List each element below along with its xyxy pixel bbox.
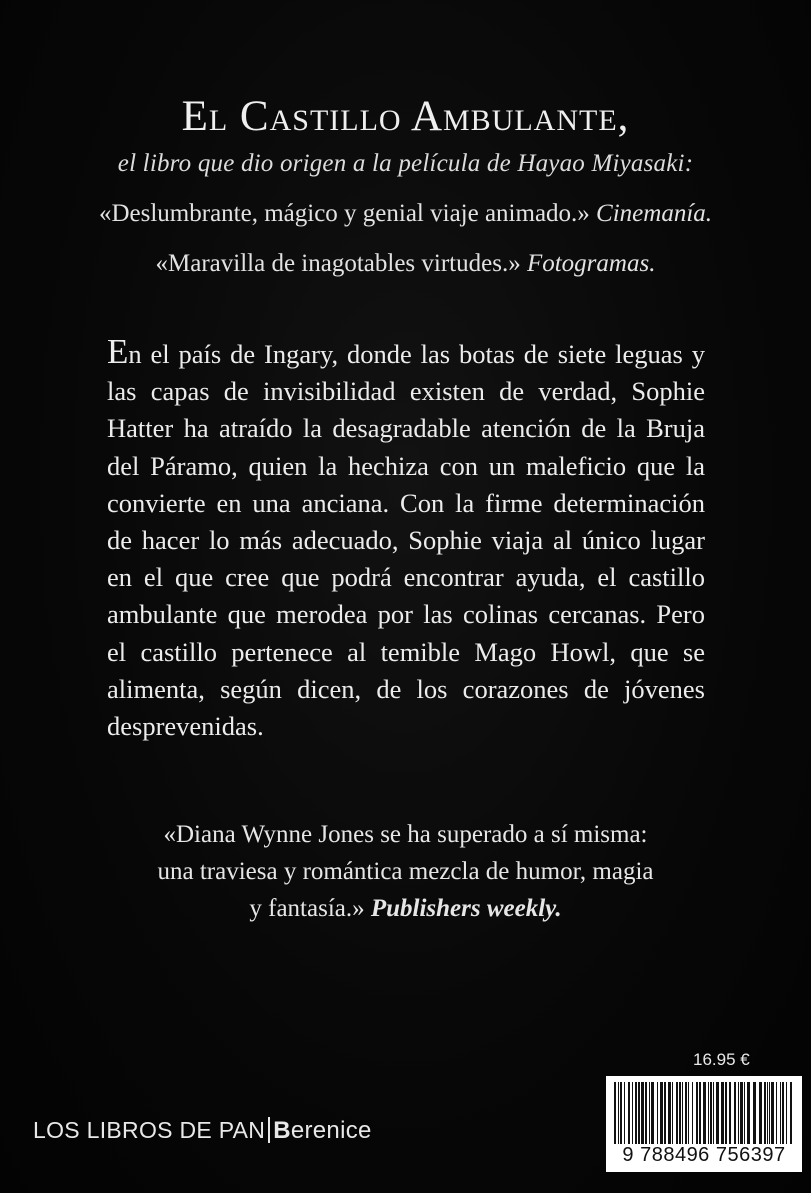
review-quote <box>0 816 811 927</box>
barcode-bar <box>692 1082 693 1144</box>
barcode-bar <box>672 1082 673 1144</box>
barcode-bar <box>645 1082 647 1144</box>
barcode-bar <box>782 1082 784 1144</box>
barcode-bar <box>632 1082 633 1144</box>
barcode-bar <box>614 1082 616 1144</box>
barcode-bar <box>664 1082 666 1144</box>
review-source: Publishers weekly. <box>370 895 562 922</box>
barcode-bar <box>635 1082 637 1144</box>
barcode-bar <box>676 1082 678 1144</box>
barcode-bar <box>624 1082 625 1144</box>
barcode-bar <box>776 1082 777 1144</box>
barcode-bar <box>764 1082 766 1144</box>
barcode-bar <box>710 1082 712 1144</box>
press-quote-1 <box>0 200 811 228</box>
barcode-bar <box>628 1082 630 1144</box>
press-quote-1-source: Cinemanía. <box>596 200 713 227</box>
barcode-bar <box>780 1082 781 1144</box>
barcode-bar <box>729 1082 731 1144</box>
barcode-bar <box>682 1082 683 1144</box>
barcode-bar <box>657 1082 658 1144</box>
review-line-2: una traviesa y romántica mezcla de humor, magia <box>157 858 654 885</box>
barcode-bar <box>734 1082 736 1144</box>
publisher-divider <box>268 1117 270 1143</box>
barcode-bar <box>769 1082 770 1144</box>
press-quote-2-text: «Maravilla de inagotables virtudes.» <box>155 250 521 277</box>
barcode-bar <box>660 1082 663 1144</box>
imprint-initial: B <box>273 1117 291 1144</box>
synopsis-dropcap: E <box>107 332 129 371</box>
barcode-bar <box>753 1082 756 1144</box>
barcode-icon <box>614 1082 794 1144</box>
barcode-bar <box>679 1082 681 1144</box>
publisher-logo <box>33 1117 372 1145</box>
barcode-bar <box>699 1082 701 1144</box>
price-label: 16.95 € <box>693 1050 750 1069</box>
barcode-bar <box>620 1082 622 1144</box>
barcode-bar <box>618 1082 619 1144</box>
barcode-bar <box>716 1082 719 1144</box>
review-line-1: «Diana Wynne Jones se ha superado a sí misma: <box>163 821 648 848</box>
barcode-bar <box>767 1082 768 1144</box>
imprint-rest: erenice <box>290 1117 372 1144</box>
barcode-bar <box>638 1082 640 1144</box>
press-quote-2-source: Fotogramas. <box>526 250 656 277</box>
barcode-bar <box>641 1082 644 1144</box>
synopsis-body: n el país de Ingary, donde las botas de siete leguas y las capas de invisibilidad existen de verdad, Sophie Hatter ha atraído la desagradable atención de la Bruja del Páramo, quien la hechiza con un maleficio que la convierte en una anciana. Con la firme determinación de hacer lo más adecuado, Sophie viaja al único lugar en el que cree que podrá encontrar ayuda, el castillo ambulante que merodea por las colinas cercanas. Pero el castillo pertenece al temible Mago Howl, que se alimenta, según dicen, de los corazones de jóvenes desprevenidas. <box>107 339 705 742</box>
barcode-bar <box>696 1082 698 1144</box>
barcode-bar <box>790 1082 792 1144</box>
barcode-bar <box>703 1082 706 1144</box>
barcode-bar <box>740 1082 743 1144</box>
barcode-bar <box>771 1082 774 1144</box>
book-title: El Castillo Ambulante, <box>181 93 630 140</box>
barcode-bar <box>713 1082 714 1144</box>
barcode-bar <box>744 1082 745 1144</box>
barcode-bar <box>747 1082 750 1144</box>
barcode-bar <box>668 1082 671 1144</box>
barcode-bar <box>738 1082 739 1144</box>
barcode-bar <box>688 1082 689 1144</box>
synopsis <box>107 332 705 745</box>
imprint-name <box>273 1117 371 1144</box>
barcode-bar <box>725 1082 727 1144</box>
barcode-bar <box>786 1082 787 1144</box>
barcode-bar <box>721 1082 724 1144</box>
barcode-bar <box>759 1082 762 1144</box>
publisher-name: LOS LIBROS DE PAN <box>33 1117 266 1143</box>
book-subtitle: el libro que dio origen a la película de Hayao Miyasaki: <box>117 150 694 177</box>
barcode-bar <box>651 1082 654 1144</box>
barcode-sticker <box>606 1076 802 1172</box>
barcode-bar <box>649 1082 650 1144</box>
barcode-bar <box>685 1082 687 1144</box>
press-quote-2 <box>0 250 811 278</box>
review-line-3: y fantasía.» <box>249 895 365 922</box>
press-quote-1-text: «Deslumbrante, mágico y genial viaje animado.» <box>98 200 590 227</box>
barcode-bar <box>708 1082 709 1144</box>
isbn-number: 9 788496 756397 <box>622 1144 786 1166</box>
